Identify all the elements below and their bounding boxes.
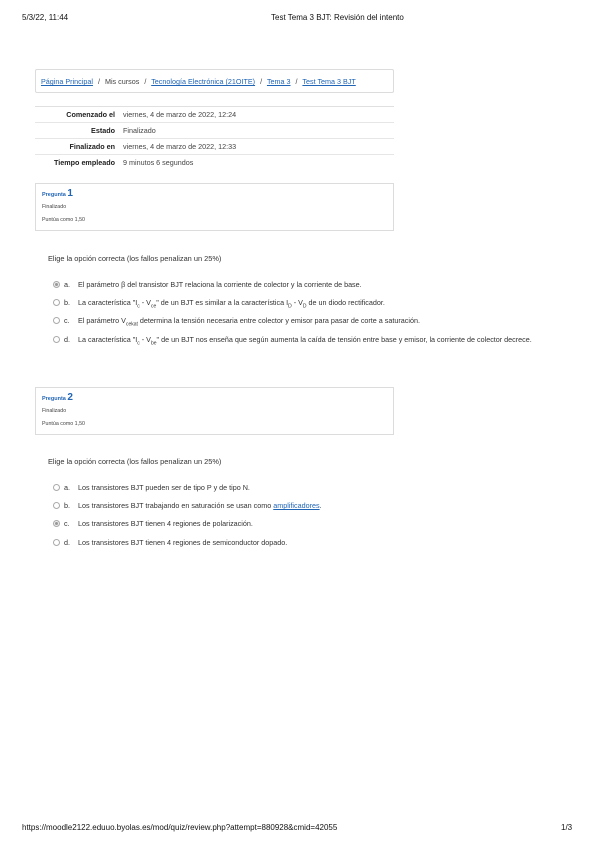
summary-value: viernes, 4 de marzo de 2022, 12:24 — [123, 110, 237, 119]
summary-label: Finalizado en — [69, 142, 115, 151]
attempt-summary-table — [35, 106, 394, 170]
question-grade: Puntúa como 1,50 — [42, 421, 85, 427]
radio-button[interactable] — [53, 281, 60, 288]
breadcrumb-course[interactable]: Tecnología Electrónica (21OITE) — [151, 77, 256, 86]
print-date: 5/3/22, 11:44 — [22, 13, 69, 22]
breadcrumb-my-courses[interactable]: Mis cursos — [104, 77, 140, 86]
summary-row-time — [35, 155, 394, 171]
option-text: El parámetro $V_{cekat}$ determina la tensión necesaria entre colector y emisor para pasar de corte a saturación. — [78, 316, 420, 328]
radio-button[interactable] — [53, 299, 60, 306]
question-number: Pregunta 1 — [42, 188, 73, 199]
question-state: Finalizado — [42, 204, 67, 210]
question-1-prompt: Elige la opción correcta (los fallos penalizan un 25%) — [48, 254, 222, 263]
summary-row-started — [35, 107, 394, 123]
q1-option-b[interactable] — [53, 297, 553, 309]
question-state: Finalizado — [42, 408, 67, 414]
option-text: Los transistores BJT trabajando en saturación se usan como amplificadores. — [78, 501, 322, 510]
option-letter: a. — [64, 483, 70, 492]
breadcrumb-quiz[interactable]: Test Tema 3 BJT — [302, 77, 356, 86]
breadcrumb-topic[interactable]: Tema 3 — [266, 77, 291, 86]
radio-button[interactable] — [53, 484, 60, 491]
radio-button[interactable] — [53, 317, 60, 324]
option-text: El parámetro β del transistor BJT relaciona la corriente de colector y la corriente de base. — [78, 280, 362, 289]
option-letter: c. — [64, 316, 70, 325]
option-letter: c. — [64, 519, 70, 528]
radio-button[interactable] — [53, 336, 60, 343]
q1-option-c[interactable] — [53, 315, 553, 327]
q1-option-a[interactable] — [53, 279, 553, 291]
print-page-number: 1/3 — [561, 823, 573, 832]
breadcrumb-separator: / — [144, 77, 147, 86]
question-2-prompt: Elige la opción correcta (los fallos penalizan un 25%) — [48, 457, 222, 466]
summary-label: Estado — [91, 126, 115, 135]
option-letter: d. — [64, 538, 70, 547]
breadcrumb — [35, 69, 394, 93]
summary-label: Tiempo empleado — [54, 158, 115, 167]
question-number: Pregunta 2 — [42, 392, 73, 403]
question-grade: Puntúa como 1,50 — [42, 217, 85, 223]
question-2-info — [35, 387, 394, 435]
glossary-link-amplificadores[interactable]: amplificadores — [273, 501, 320, 510]
option-text: Los transistores BJT pueden ser de tipo P y de tipo N. — [78, 483, 250, 492]
summary-label: Comenzado el — [66, 110, 115, 119]
summary-row-finished — [35, 139, 394, 155]
summary-value: Finalizado — [123, 126, 156, 135]
question-1-info — [35, 183, 394, 231]
radio-button[interactable] — [53, 520, 60, 527]
breadcrumb-home[interactable]: Página Principal — [41, 77, 93, 86]
q1-option-d[interactable] — [53, 334, 553, 358]
q2-option-c[interactable] — [53, 518, 553, 530]
option-text: Los transistores BJT tienen 4 regiones de semiconductor dopado. — [78, 538, 288, 547]
q2-option-a[interactable] — [53, 482, 553, 494]
breadcrumb-separator: / — [260, 77, 263, 86]
option-letter: b. — [64, 298, 70, 307]
option-letter: b. — [64, 501, 70, 510]
option-letter: a. — [64, 280, 70, 289]
print-url: https://moodle2122.eduuo.byolas.es/mod/quiz/review.php?attempt=880928&cmid=42055 — [22, 823, 338, 832]
q2-option-b[interactable] — [53, 500, 553, 512]
summary-value: viernes, 4 de marzo de 2022, 12:33 — [123, 142, 237, 151]
summary-value: 9 minutos 6 segundos — [123, 158, 194, 167]
breadcrumb-separator: / — [295, 77, 298, 86]
option-letter: d. — [64, 335, 70, 344]
option-text: La característica "$I_c - V_{ce}$" de un BJT es similar a la característica $I_D - V_D$ de un diodo rectificador. — [78, 298, 385, 310]
radio-button[interactable] — [53, 502, 60, 509]
q2-option-d[interactable] — [53, 537, 553, 549]
radio-button[interactable] — [53, 539, 60, 546]
option-text: Los transistores BJT tienen 4 regiones de polarización. — [78, 519, 253, 528]
breadcrumb-separator: / — [97, 77, 100, 86]
summary-row-state — [35, 123, 394, 139]
print-title: Test Tema 3 BJT: Revisión del intento — [271, 13, 404, 22]
option-text: La característica "$I_c - V_{be}$" de un BJT nos enseña que según aumenta la caída de tensión entre base y emisor, la corriente de colector decrece. — [78, 335, 532, 347]
